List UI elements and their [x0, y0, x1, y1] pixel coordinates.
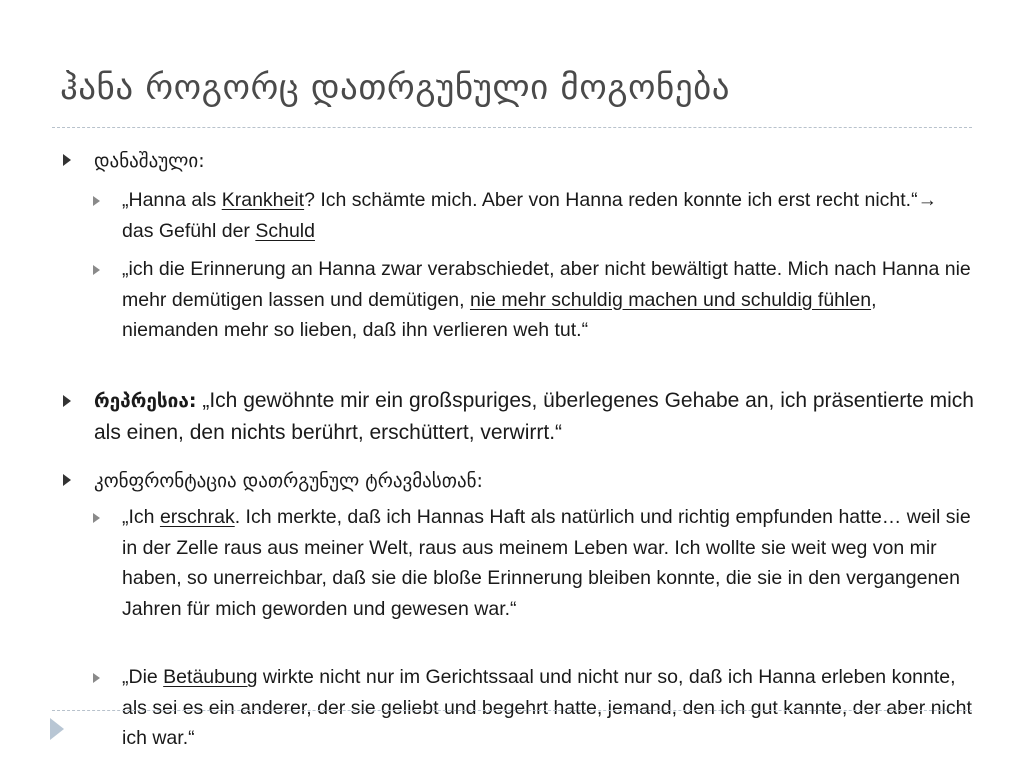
section-heading-confrontation — [94, 465, 974, 497]
underlined-phrase: Krankheit — [221, 189, 305, 211]
section-repression — [94, 385, 974, 448]
footer-divider — [52, 710, 972, 711]
sub-bullet-arrow-icon — [93, 196, 100, 206]
bullet-arrow-icon — [63, 474, 71, 486]
section-label: დანაშაული: — [94, 150, 205, 172]
sub-bullet-arrow-icon — [93, 673, 100, 683]
quote-item: „Die Betäubung wirkte nicht nur im Gerichtssaal und nicht nur so, daß ich Hanna erleben konnte, als sei es ein anderer, der sie geliebt und begehrt hatte, jemand, den ich gut kannte, der aber nicht ich war.“ — [122, 666, 972, 749]
section-label: რეპრესია: — [94, 390, 197, 412]
section-text: „Ich gewöhnte mir ein großspuriges, überlegenes Gehabe an, ich präsentierte mich als einen, den nichts berührt, erschüttert, verwirrt.“ — [94, 389, 974, 444]
quote-item: „Hanna als Krankheit? Ich schämte mich. Aber von Hanna reden konnte ich erst recht nicht.“→ das Gefühl der Schuld — [122, 189, 938, 242]
underlined-phrase: Betäubung — [163, 666, 258, 688]
bullet-arrow-icon — [63, 154, 71, 166]
slide-title: ჰანა როგორც დათრგუნული მოგონება — [60, 68, 731, 108]
underlined-phrase: Schuld — [255, 219, 315, 242]
section-label: კონფრონტაცია დათრგუნულ ტრავმასთან: — [94, 470, 483, 492]
play-arrow-icon — [50, 718, 64, 740]
section-heading-crime — [94, 145, 974, 177]
quote-item: „Ich erschrak. Ich merkte, daß ich Hannas Haft als natürlich und richtig empfunden hatte… weil sie in der Zelle raus aus meiner Welt, raus aus meinem Leben war. Ich wollte sie weit weg von mir haben, so unerreichbar, daß sie die bloße Erinnerung bleiben konnte, die sie in den vergangenen Jahren für mich geworden und gewesen war.“ — [122, 506, 971, 620]
underlined-phrase: nie mehr schuldig machen und schuldig fühlen — [469, 288, 872, 311]
bullet-arrow-icon — [63, 395, 71, 407]
sub-bullet-arrow-icon — [93, 513, 100, 523]
quote-item: „ich die Erinnerung an Hanna zwar verabschiedet, aber nicht bewältigt hatte. Mich nach Hanna nie mehr demütigen lassen und demütigen, nie mehr schuldig machen und schuldig fühlen, niemanden mehr so lieben, daß ihn verlieren weh tut.“ — [122, 258, 971, 341]
underlined-phrase: erschrak — [159, 506, 235, 528]
sub-bullet-arrow-icon — [93, 265, 100, 275]
